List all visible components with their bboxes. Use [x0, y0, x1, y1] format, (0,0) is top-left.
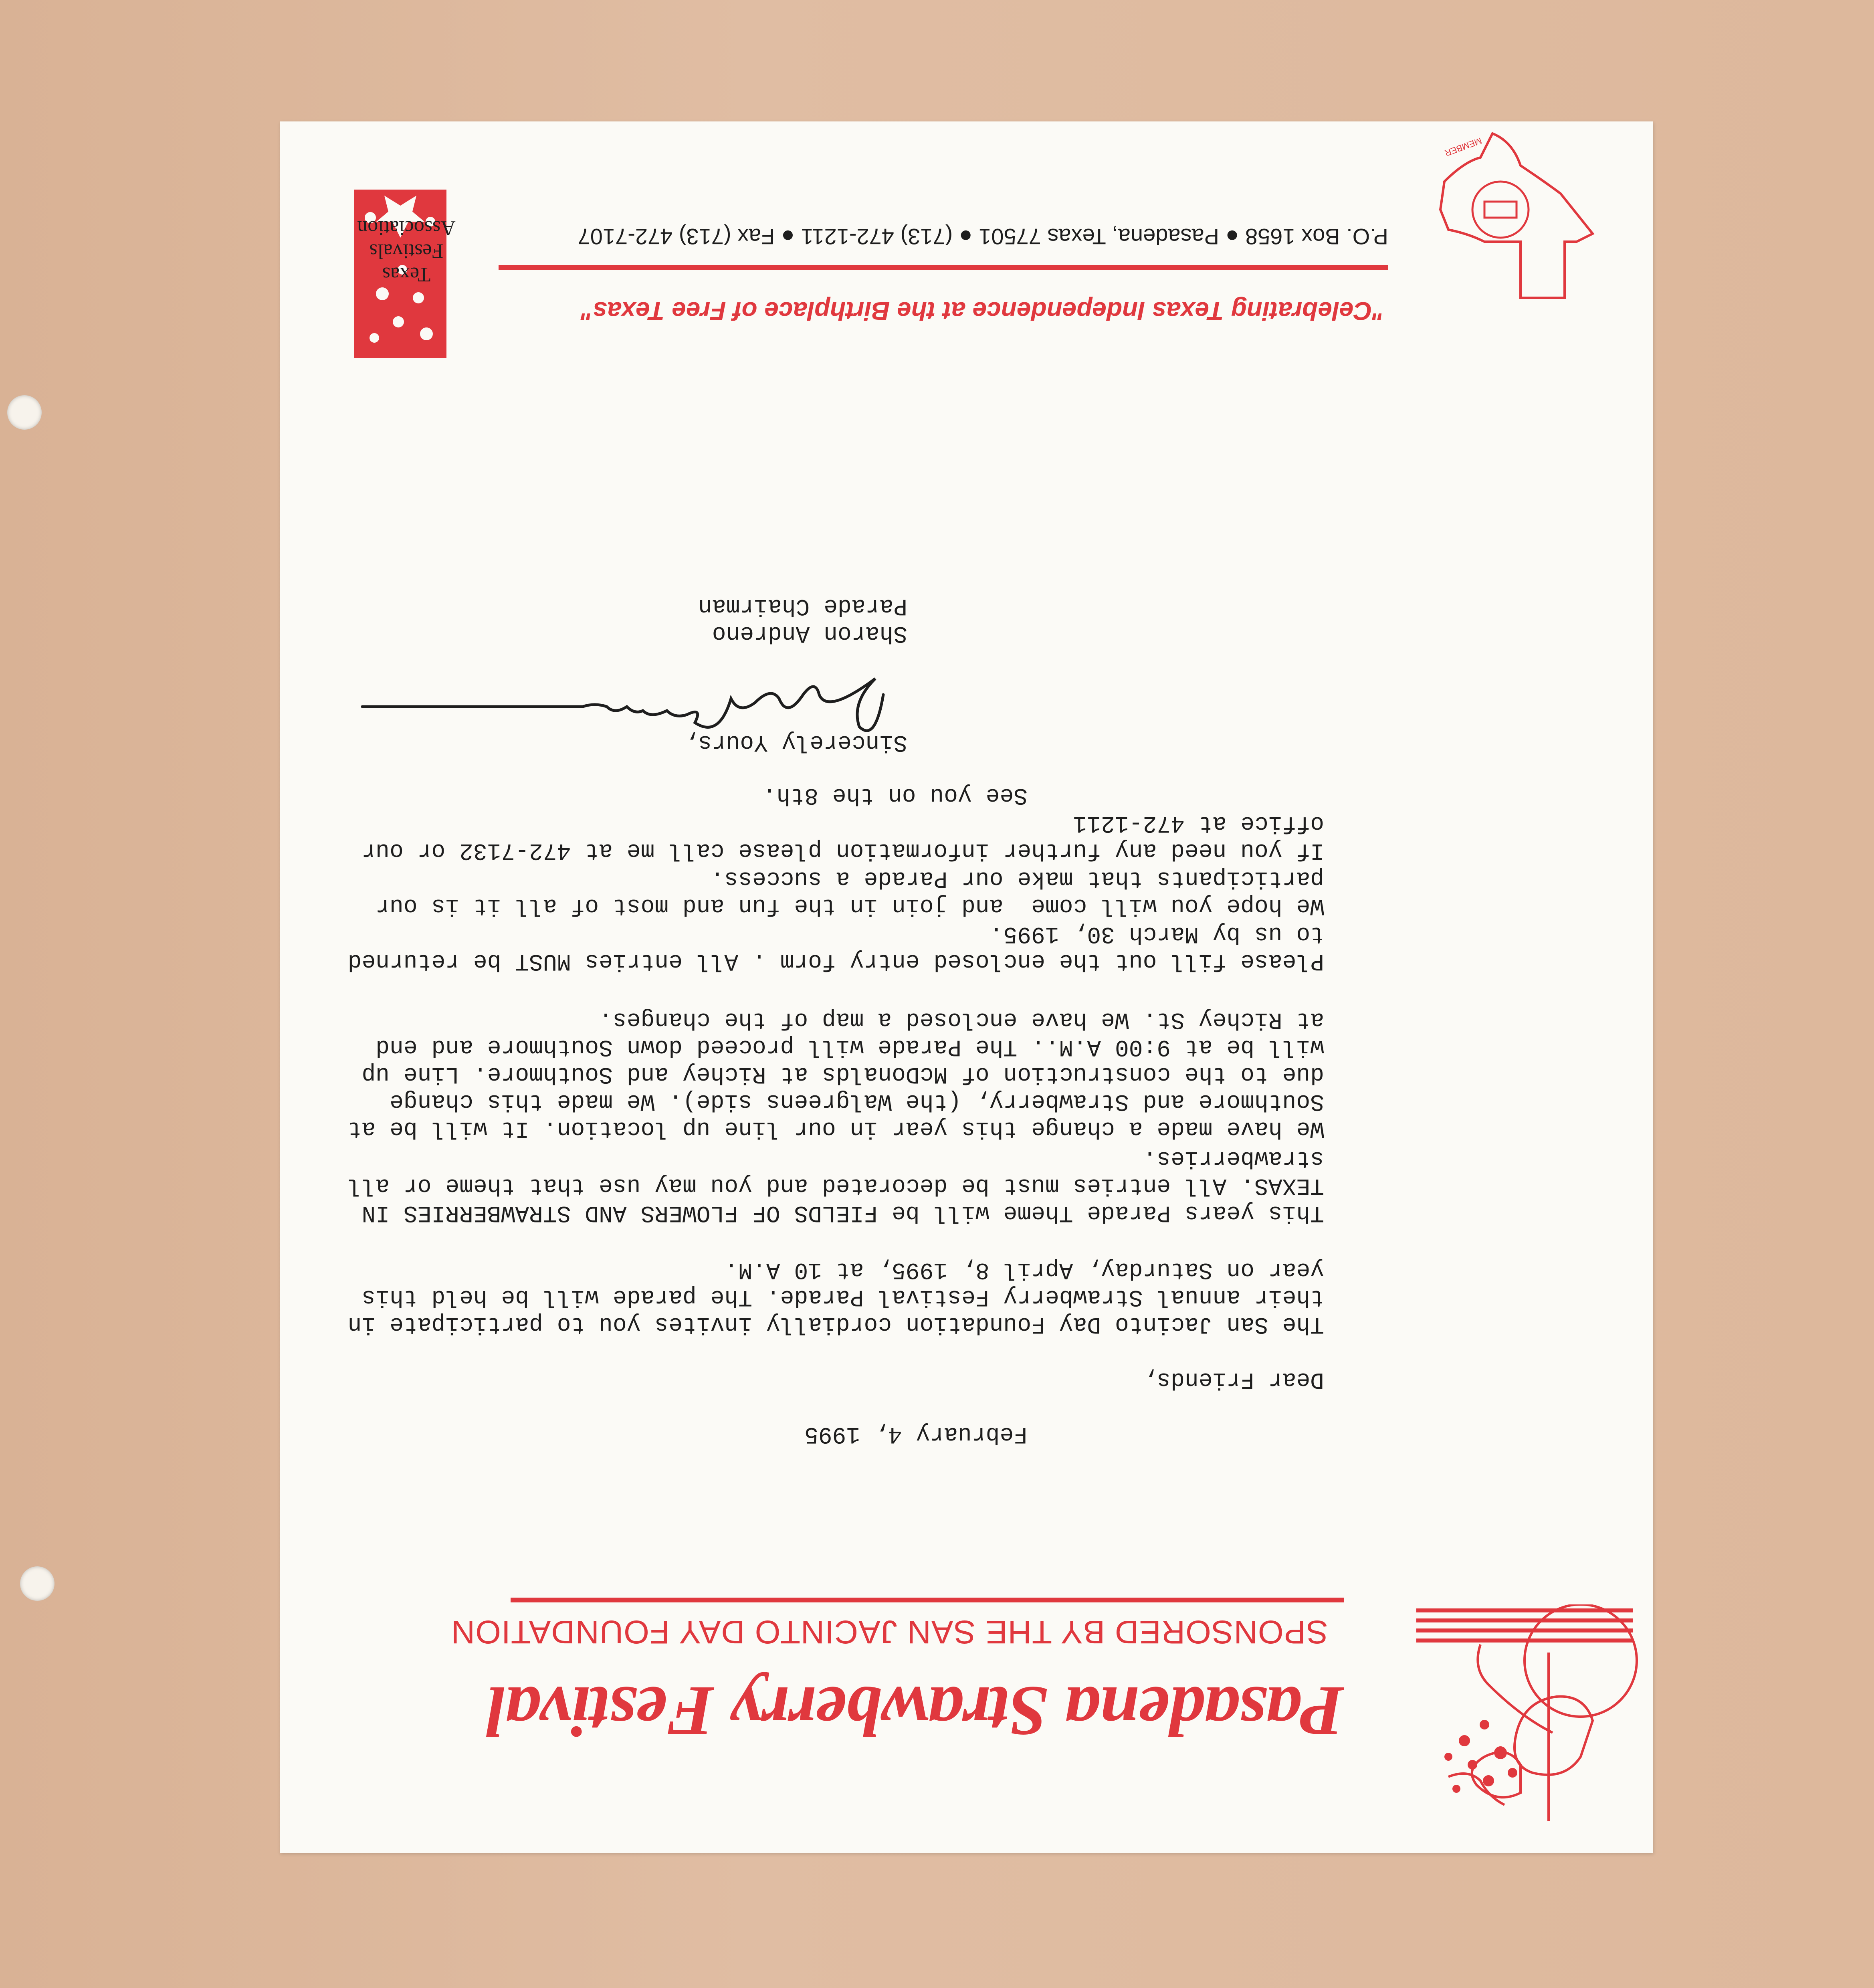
paragraph-invitation: The San Jacinto Day Foundation cordially invites you to participate in their annual Strawberry Festival Parade. The parade will be held this year on Saturday, April 8, 1995, at 10 A.M. — [333, 1257, 1324, 1337]
paragraph-contact: If you need any further information please call me at 472-7132 or our office at 472-1211 — [347, 810, 1324, 863]
footer-rule — [499, 265, 1388, 270]
footer-contact: P.O. Box 1658 ● Pasadena, Texas 77501 ● (713) 472-1211 ● Fax (713) 472-7107 — [578, 224, 1388, 249]
letter-closing: Sincerely Yours, — [684, 729, 907, 755]
signer-title: Parade Chairman — [698, 593, 907, 619]
letter-date: February 4, 1995 — [804, 1421, 1028, 1447]
letter-sheet — [280, 121, 1653, 1853]
association-name: Texas Festivals Association — [357, 216, 456, 286]
paragraph-see-you: See you on the 8th. — [762, 782, 1028, 808]
punch-hole-top — [7, 395, 42, 430]
header-rule — [511, 1598, 1344, 1602]
letter-salutation: Dear Friends, — [1143, 1366, 1324, 1392]
footer-slogan: "Celebrating Texas Independence at the Birthplace of Free Texas" — [581, 297, 1384, 325]
punch-hole-bottom — [20, 1566, 55, 1601]
member-seal-texas-map-icon — [1432, 129, 1601, 302]
letter-content-rotated — [280, 121, 1653, 1853]
member-seal-label: MEMBER — [1443, 135, 1483, 158]
paragraph-theme: This years Parade Theme will be FIELDS OF FLOWERS AND STRAWBERRIES IN TEXAS. All entries must be decorated and you may use that theme or all strawberries. — [333, 1145, 1324, 1226]
festival-title: Pasadena Strawberry Festival — [487, 1672, 1344, 1751]
paragraph-lineup: We have made a change this year in our line up location. It will be at Southmore and Strawberry, (the Walgreens side). We made this change due to the construction of McDonalds at Richey and Southmore. Line up will be at 9:00 A.M.. The Parade will proceed down Southmore and end at Richey St. We have enclosed a map of the changes. — [333, 1006, 1324, 1141]
signer-name: Sharon Andreno — [712, 620, 907, 646]
paragraph-hope: We hope you will come and join in the fun and most of all it is our participants that make our Parade a success. — [361, 865, 1324, 919]
parade-illustration-logo — [1408, 1604, 1641, 1829]
handwritten-signature — [354, 651, 915, 755]
paragraph-entry-form: Please fill out the enclosed entry form . All entries MUST be returned to us by March 30, 1995. — [333, 921, 1324, 974]
sponsor-line: SPONSORED BY THE SAN JACINTO DAY FOUNDATION — [450, 1614, 1328, 1650]
